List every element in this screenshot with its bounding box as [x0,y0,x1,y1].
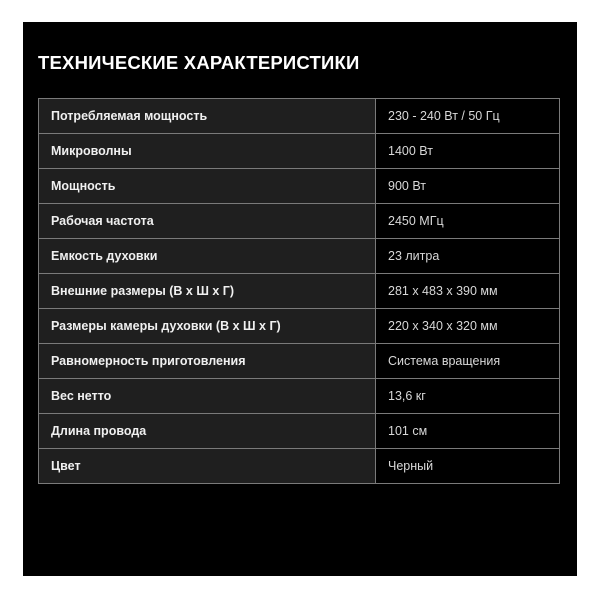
spec-label: Потребляемая мощность [39,99,376,134]
table-row [39,99,560,134]
spec-label: Цвет [39,449,376,484]
spec-label: Мощность [39,169,376,204]
spec-value: 230 - 240 Вт / 50 Гц [376,99,560,134]
spec-label: Длина провода [39,414,376,449]
table-row [39,309,560,344]
spec-value: 101 см [376,414,560,449]
specs-table [38,98,560,484]
specs-panel [23,22,577,576]
spec-label: Рабочая частота [39,204,376,239]
spec-value: Черный [376,449,560,484]
spec-label: Размеры камеры духовки (В х Ш х Г) [39,309,376,344]
spec-label: Емкость духовки [39,239,376,274]
spec-value: 23 литра [376,239,560,274]
spec-value: 1400 Вт [376,134,560,169]
section-title: ТЕХНИЧЕСКИЕ ХАРАКТЕРИСТИКИ [38,52,360,73]
spec-label: Вес нетто [39,379,376,414]
table-row [39,414,560,449]
spec-value: 900 Вт [376,169,560,204]
spec-value: 2450 МГц [376,204,560,239]
table-row [39,274,560,309]
table-row [39,169,560,204]
spec-value: 13,6 кг [376,379,560,414]
table-row [39,449,560,484]
table-row [39,239,560,274]
table-row [39,344,560,379]
spec-label: Внешние размеры (В х Ш х Г) [39,274,376,309]
spec-value: 281 х 483 х 390 мм [376,274,560,309]
table-row [39,379,560,414]
spec-label: Микроволны [39,134,376,169]
table-row [39,134,560,169]
table-row [39,204,560,239]
spec-label: Равномерность приготовления [39,344,376,379]
spec-value: 220 х 340 х 320 мм [376,309,560,344]
spec-value: Система вращения [376,344,560,379]
